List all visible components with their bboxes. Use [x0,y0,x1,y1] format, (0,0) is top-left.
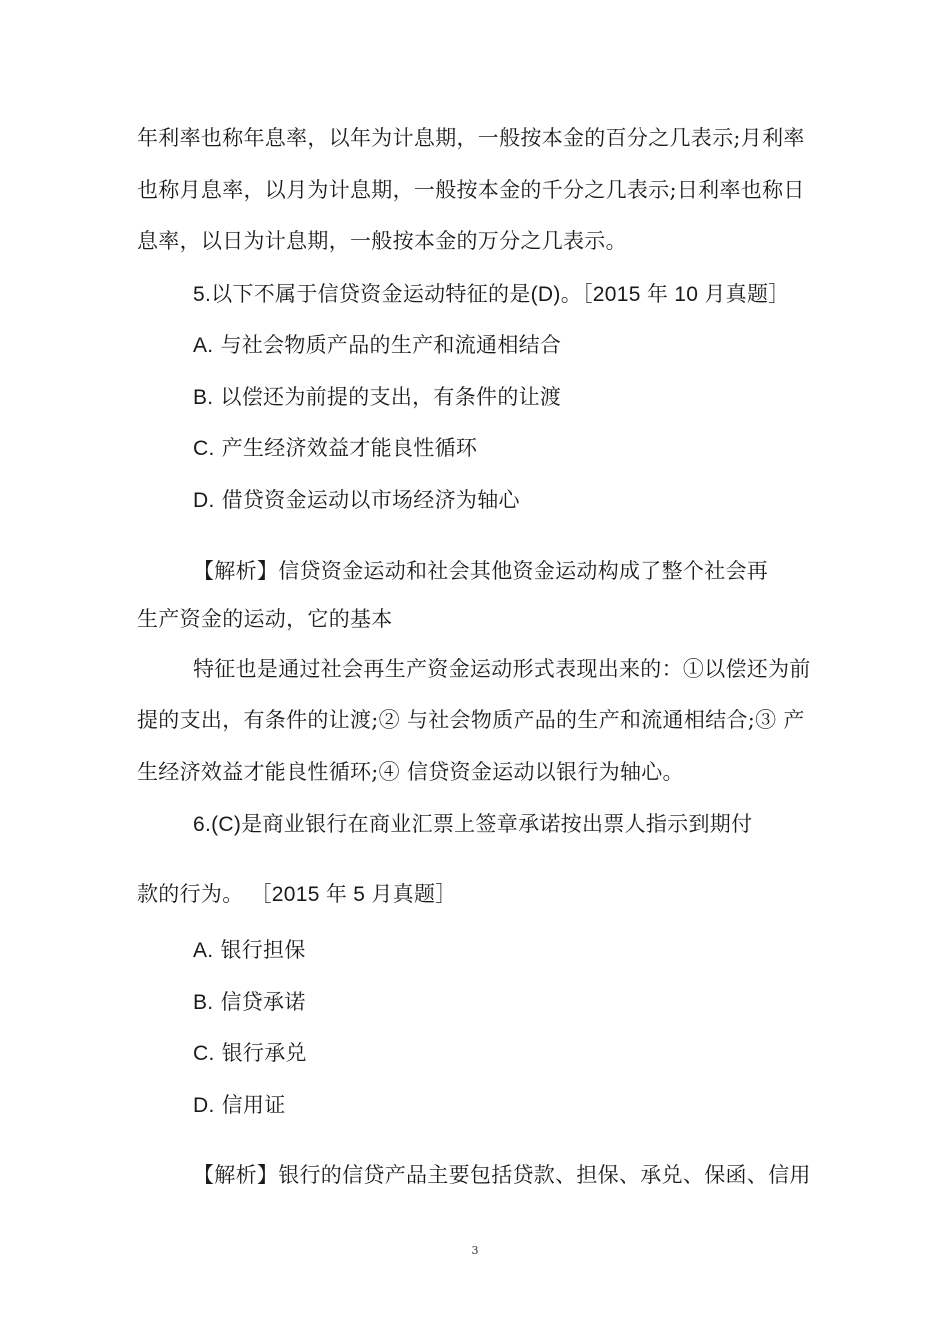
answer-label: (C) [211,813,242,836]
option-c [193,434,477,463]
option-b [193,383,561,412]
analysis-line: 生经济效益才能良性循环;④ 信贷资金运动以银行为轴心。 [137,760,684,784]
option-d [193,1091,286,1120]
answer-label: (D) [530,283,561,306]
option-text: 信贷承诺 [220,990,306,1014]
option-letter: C. [193,437,215,460]
option-c [193,1039,307,1068]
option-text: 与社会物质产品的生产和流通相结合 [220,333,562,357]
option-b [193,988,306,1017]
analysis-line: 生产资金的运动，它的基本 [137,607,393,631]
page-number: 3 [471,1244,479,1257]
analysis-line: 【解析】银行的信贷产品主要包括贷款、担保、承兑、保函、信用 [193,1163,811,1187]
paragraph-line: 年利率也称年息率，以年为计息期，一般按本金的百分之几表示;月利率 [137,126,805,150]
option-letter: B. [193,991,214,1014]
question-suffix: 。 [560,282,582,306]
analysis-line: 提的支出，有条件的让渡;② 与社会物质产品的生产和流通相结合;③ 产 [137,708,805,732]
option-text: 以偿还为前提的支出，有条件的让渡 [220,385,562,409]
question-number: 6. [193,813,212,836]
question-number: 5. [193,283,212,306]
option-text: 银行担保 [220,938,306,962]
question-source: ［2015 年 10 月真题］ [582,283,790,306]
option-letter: C. [193,1042,215,1065]
question-5-stem [193,280,790,309]
option-letter: D. [193,489,215,512]
question-text: 款的行为。 [137,882,244,906]
question-text: 以下不属于信贷资金运动特征的是 [211,282,531,306]
question-6-stem-cont [137,880,457,909]
option-text: 银行承兑 [221,1041,307,1065]
question-text: 是商业银行在商业汇票上签章承诺按出票人指示到期付 [241,812,753,836]
paragraph-line: 息率，以日为计息期，一般按本金的万分之几表示。 [137,229,627,253]
option-text: 产生经济效益才能良性循环 [221,436,478,460]
option-letter: A. [193,939,214,962]
option-text: 借贷资金运动以市场经济为轴心 [221,488,520,512]
analysis-line: 特征也是通过社会再生产资金运动形式表现出来的：①以偿还为前 [193,657,811,681]
option-letter: D. [193,1094,215,1117]
question-6-stem [193,810,752,839]
paragraph-line: 也称月息率，以月为计息期，一般按本金的千分之几表示;日利率也称日 [137,178,805,202]
option-letter: B. [193,386,214,409]
analysis-line: 【解析】信贷资金运动和社会其他资金运动构成了整个社会再 [193,559,769,583]
option-letter: A. [193,334,214,357]
option-text: 信用证 [221,1093,286,1117]
option-d [193,486,520,515]
option-a [193,936,306,965]
question-source: ［2015 年 5 月真题］ [250,883,457,906]
option-a [193,331,561,360]
